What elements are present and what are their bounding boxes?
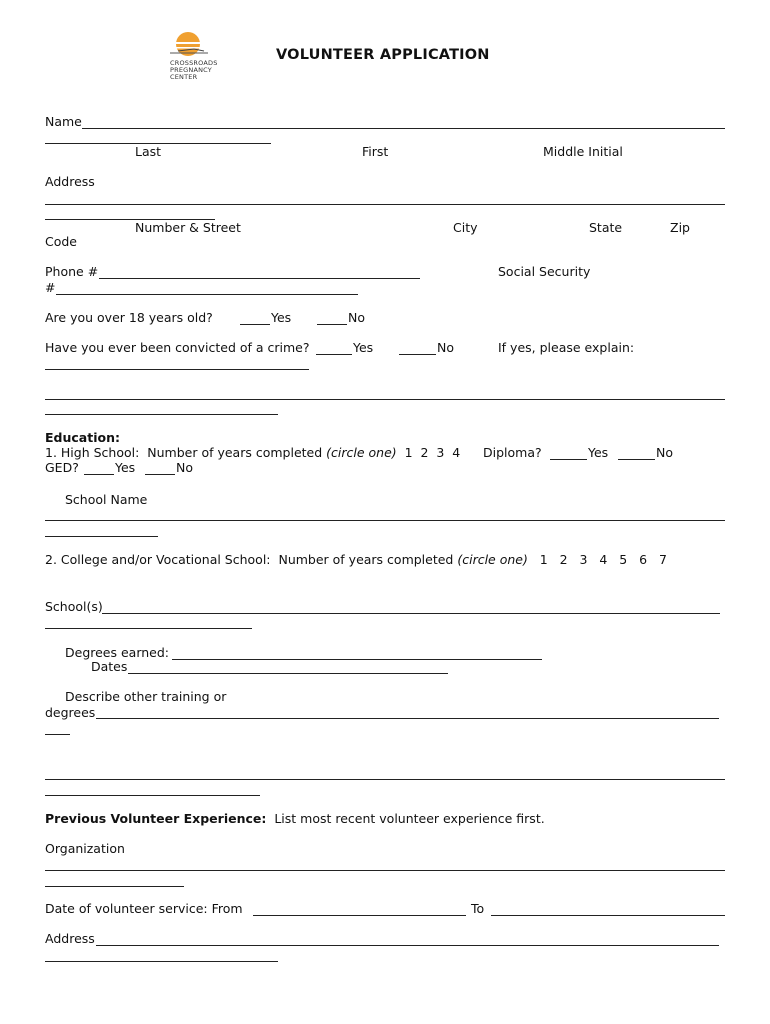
degrees-label: degrees [45, 705, 96, 720]
diploma-no-label: No [656, 445, 673, 460]
organization-field[interactable] [45, 870, 725, 871]
volunteer-address-field[interactable] [96, 945, 719, 946]
address-label: Address [45, 174, 95, 189]
other-training-field-2[interactable] [45, 779, 725, 780]
degrees-earned-label: Degrees earned: [65, 645, 170, 660]
volunteer-line [45, 812, 545, 826]
state-label: State [589, 220, 623, 235]
dates-field[interactable] [128, 673, 448, 674]
volunteer-address-field-continued[interactable] [45, 961, 278, 962]
school-name-field[interactable] [45, 520, 725, 521]
high-school-years: 1 2 3 4 [404, 445, 461, 460]
circle-one-note: (circle one) [326, 445, 397, 460]
age-no-blank[interactable] [317, 324, 347, 325]
name-field[interactable] [82, 128, 725, 129]
organization-label: Organization [45, 841, 125, 856]
crime-explain-field[interactable] [45, 369, 309, 370]
date-to-field[interactable] [491, 915, 725, 916]
ssn-hash-label: # [45, 280, 56, 295]
school-name-label: School Name [65, 492, 148, 507]
college-prefix: 2. College and/or Vocational School: Number of years completed [45, 552, 458, 567]
street-label: Number & Street [135, 220, 241, 235]
ged-no-label: No [176, 460, 193, 475]
age-no-label: No [348, 310, 365, 325]
logo-text-line3: CENTER [170, 73, 198, 81]
diploma-label: Diploma? [483, 445, 542, 460]
logo-text-line1: CROSSROADS [170, 59, 218, 67]
page-title: VOLUNTEER APPLICATION [276, 47, 490, 63]
diploma-yes-blank[interactable] [550, 459, 587, 460]
other-training-field-continued[interactable] [45, 734, 70, 735]
volunteer-heading: Previous Volunteer Experience: [45, 811, 267, 826]
ssn-label: Social Security [498, 264, 591, 279]
crime-no-blank[interactable] [399, 354, 436, 355]
crime-explain-field-3[interactable] [45, 414, 278, 415]
schools-field-continued[interactable] [45, 628, 252, 629]
phone-field[interactable] [99, 278, 420, 279]
first-name-label: First [362, 144, 389, 159]
zip-code-label: Code [45, 234, 78, 249]
logo [164, 30, 228, 84]
ged-yes-label: Yes [115, 460, 136, 475]
age-question: Are you over 18 years old? [45, 310, 213, 325]
logo-text-line2: PREGNANCY [170, 66, 212, 74]
crime-yes-blank[interactable] [316, 354, 352, 355]
volunteer-instruction: List most recent volunteer experience first. [274, 811, 545, 826]
ged-no-blank[interactable] [145, 474, 175, 475]
phone-label: Phone # [45, 264, 99, 279]
college-circle-one-note: (circle one) [457, 552, 528, 567]
schools-field[interactable] [102, 613, 720, 614]
volunteer-address-label: Address [45, 931, 95, 946]
date-to-label: To [471, 901, 485, 916]
diploma-no-blank[interactable] [618, 459, 655, 460]
date-from-field[interactable] [253, 915, 466, 916]
name-label: Name [45, 114, 82, 129]
age-yes-label: Yes [271, 310, 292, 325]
high-school-prefix: 1. High School: Number of years completed [45, 445, 327, 460]
describe-training-label: Describe other training or [65, 689, 227, 704]
crime-explain-label: If yes, please explain: [498, 340, 635, 355]
middle-initial-label: Middle Initial [543, 144, 623, 159]
education-heading: Education: [45, 430, 120, 445]
ged-label: GED? [45, 460, 79, 475]
diploma-yes-label: Yes [588, 445, 609, 460]
schools-label: School(s) [45, 599, 103, 614]
city-label: City [453, 220, 478, 235]
address-field[interactable] [45, 204, 725, 205]
crime-yes-label: Yes [353, 340, 374, 355]
other-training-field-3[interactable] [45, 795, 260, 796]
crime-no-label: No [437, 340, 454, 355]
degrees-earned-field[interactable] [172, 659, 542, 660]
zip-label: Zip [670, 220, 690, 235]
crime-explain-field-2[interactable] [45, 399, 725, 400]
organization-field-continued[interactable] [45, 886, 184, 887]
other-training-field[interactable] [96, 718, 719, 719]
crime-question: Have you ever been convicted of a crime? [45, 340, 310, 355]
dates-label: Dates [91, 659, 128, 674]
college-line [45, 553, 667, 567]
school-name-field-continued[interactable] [45, 536, 158, 537]
last-name-label: Last [135, 144, 162, 159]
ssn-field[interactable] [56, 294, 358, 295]
age-yes-blank[interactable] [240, 324, 270, 325]
college-years: 1 2 3 4 5 6 7 [539, 552, 667, 567]
ged-yes-blank[interactable] [84, 474, 114, 475]
date-service-label: Date of volunteer service: From [45, 901, 243, 916]
high-school-line [45, 446, 460, 460]
